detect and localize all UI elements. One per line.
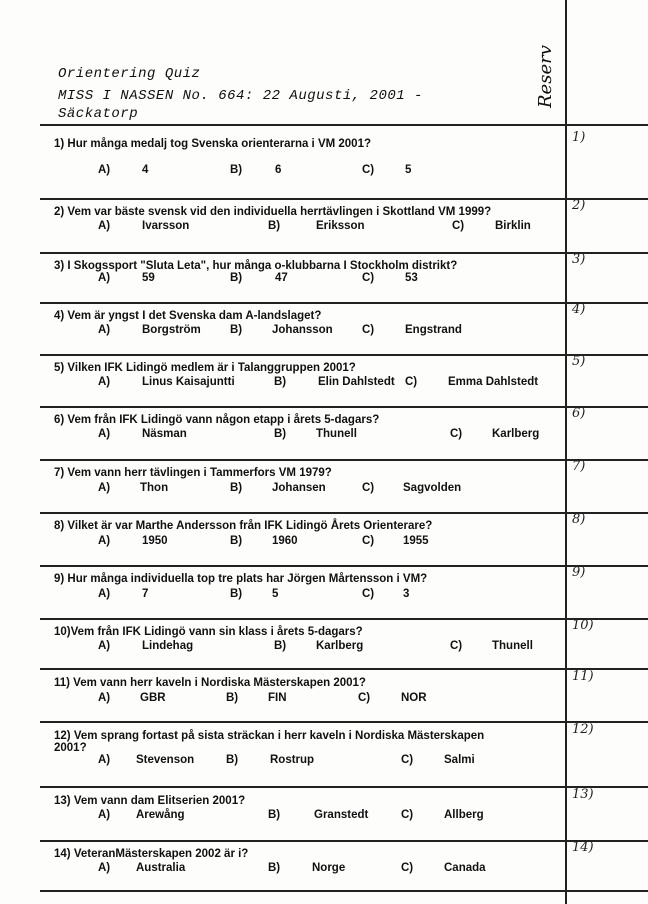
- handwritten-answer-number: 13): [572, 787, 594, 802]
- question-separator-line: [40, 786, 648, 788]
- handwritten-answer-number: 7): [572, 459, 586, 474]
- option-b-value: Karlberg: [316, 640, 364, 652]
- option-c-value: NOR: [401, 692, 427, 704]
- option-a-value: Australia: [136, 862, 186, 874]
- question-text: 13) Vem vann dam Elitserien 2001?: [54, 795, 246, 807]
- question-text: 14) VeteranMästerskapen 2002 är i?: [54, 848, 249, 860]
- option-b-value: Granstedt: [314, 809, 369, 821]
- handwritten-answer-number: 10): [572, 618, 594, 633]
- handwritten-answer-number: 3): [572, 252, 586, 267]
- option-a-letter: A): [98, 588, 111, 600]
- option-a-value: 4: [142, 164, 149, 176]
- option-c-value: Engstrand: [405, 324, 462, 336]
- handwritten-answer-number: 11): [572, 669, 594, 684]
- option-a-letter: A): [98, 220, 111, 232]
- option-c-value: Karlberg: [492, 428, 540, 440]
- question-separator-line: [40, 198, 648, 200]
- question-separator-line: [40, 890, 648, 892]
- option-c-value: Canada: [444, 862, 486, 874]
- option-c-letter: C): [401, 862, 414, 874]
- option-c-letter: C): [362, 482, 375, 494]
- option-a-letter: A): [98, 640, 111, 652]
- option-b-letter: B): [268, 809, 281, 821]
- question-text: 1) Hur många medalj tog Svenska orienterarna i VM 2001?: [54, 138, 371, 150]
- option-a-value: Stevenson: [136, 754, 195, 766]
- option-a-value: Arewång: [136, 809, 185, 821]
- option-c-value: 5: [405, 164, 412, 176]
- handwritten-answer-number: 14): [572, 840, 594, 855]
- question-separator-line: [40, 565, 648, 567]
- option-c-letter: C): [362, 164, 375, 176]
- quiz-subtitle: MISS I NASSEN No. 664: 22 Augusti, 2001 -: [58, 88, 423, 104]
- option-a-value: Thon: [140, 482, 169, 494]
- option-b-letter: B): [230, 272, 243, 284]
- question-separator-line: [40, 302, 648, 304]
- option-b-value: Eriksson: [316, 220, 365, 232]
- option-c-value: Salmi: [444, 754, 475, 766]
- option-c-letter: C): [450, 428, 463, 440]
- option-c-value: 53: [405, 272, 418, 284]
- option-b-value: 47: [275, 272, 288, 284]
- option-b-value: Rostrup: [270, 754, 315, 766]
- option-b-value: Elin Dahlstedt: [318, 376, 395, 388]
- option-b-value: Johansen: [272, 482, 326, 494]
- question-text: 6) Vem från IFK Lidingö vann någon etapp i årets 5-dagars?: [54, 414, 380, 426]
- option-a-letter: A): [98, 862, 111, 874]
- handwritten-answer-number: 9): [572, 565, 586, 580]
- question-text: 10)Vem från IFK Lidingö vann sin klass i årets 5-dagars?: [54, 626, 363, 638]
- option-a-value: GBR: [140, 692, 166, 704]
- option-b-letter: B): [274, 428, 287, 440]
- option-b-value: Norge: [312, 862, 346, 874]
- option-a-value: Ivarsson: [142, 220, 190, 232]
- handwritten-answer-number: 5): [572, 354, 586, 369]
- option-c-value: Birklin: [495, 220, 531, 232]
- handwritten-answer-number: 4): [572, 302, 586, 317]
- question-text: 9) Hur många individuella top tre plats har Jörgen Mårtensson i VM?: [54, 573, 428, 585]
- option-c-letter: C): [401, 754, 414, 766]
- question-text: 5) Vilken IFK Lidingö medlem är i Talanggruppen 2001?: [54, 362, 356, 374]
- option-a-value: 1950: [142, 535, 168, 547]
- answer-column-divider: [565, 0, 567, 904]
- option-a-letter: A): [98, 692, 111, 704]
- question-text: 12) Vem sprang fortast på sista sträckan i herr kaveln i Nordiska Mästerskapen: [54, 730, 485, 742]
- option-c-letter: C): [362, 535, 375, 547]
- question-text: 7) Vem vann herr tävlingen i Tammerfors VM 1979?: [54, 467, 332, 479]
- reserv-column-label: Reserv: [535, 45, 556, 108]
- option-a-value: 7: [142, 588, 149, 600]
- option-a-letter: A): [98, 324, 111, 336]
- option-a-value: Lindehag: [142, 640, 194, 652]
- option-c-letter: C): [362, 324, 375, 336]
- option-c-value: Allberg: [444, 809, 484, 821]
- question-separator-line: [40, 668, 648, 670]
- question-separator-line: [40, 840, 648, 842]
- option-c-value: Sagvolden: [403, 482, 462, 494]
- option-a-letter: A): [98, 754, 111, 766]
- option-c-value: Thunell: [492, 640, 533, 652]
- option-a-letter: A): [98, 809, 111, 821]
- handwritten-answer-number: 12): [572, 722, 594, 737]
- option-a-value: 59: [142, 272, 155, 284]
- option-b-letter: B): [268, 862, 281, 874]
- question-text: 8) Vilket är var Marthe Andersson från IFK Lidingö Årets Orienterare?: [54, 520, 433, 532]
- option-b-letter: B): [230, 482, 243, 494]
- option-c-letter: C): [452, 220, 465, 232]
- option-a-letter: A): [98, 164, 111, 176]
- option-b-value: 1960: [272, 535, 298, 547]
- option-a-letter: A): [98, 482, 111, 494]
- question-text: 11) Vem vann herr kaveln i Nordiska Mästerskapen 2001?: [54, 677, 366, 689]
- question-separator-line: [40, 354, 648, 356]
- option-c-letter: C): [401, 809, 414, 821]
- question-text: 3) I Skogssport "Sluta Leta", hur många o-klubbarna I Stockholm distrikt?: [54, 260, 458, 272]
- question-separator-line: [40, 618, 648, 620]
- option-a-letter: A): [98, 428, 111, 440]
- option-a-value: Linus Kaisajuntti: [142, 376, 235, 388]
- handwritten-answer-number: 8): [572, 512, 586, 527]
- option-b-letter: B): [268, 220, 281, 232]
- option-b-letter: B): [274, 640, 287, 652]
- option-c-letter: C): [405, 376, 418, 388]
- option-b-letter: B): [226, 754, 239, 766]
- header-separator-line: [40, 124, 648, 126]
- question-text-continued: 2001?: [54, 742, 87, 754]
- option-b-letter: B): [226, 692, 239, 704]
- option-b-letter: B): [230, 535, 243, 547]
- option-a-value: Näsman: [142, 428, 187, 440]
- option-c-value: 3: [403, 588, 410, 600]
- option-b-letter: B): [230, 588, 243, 600]
- option-a-letter: A): [98, 376, 111, 388]
- option-b-value: 5: [272, 588, 279, 600]
- question-separator-line: [40, 721, 648, 723]
- option-b-value: Johansson: [272, 324, 333, 336]
- quiz-title: Orientering Quiz: [58, 66, 201, 82]
- option-c-letter: C): [358, 692, 371, 704]
- question-text: 2) Vem var bäste svensk vid den individuella herrtävlingen i Skottland VM 1999?: [54, 206, 492, 218]
- option-b-value: 6: [275, 164, 282, 176]
- question-text: 4) Vem är yngst I det Svenska dam A-landslaget?: [54, 310, 322, 322]
- option-b-letter: B): [230, 324, 243, 336]
- question-separator-line: [40, 406, 648, 408]
- option-b-letter: B): [230, 164, 243, 176]
- option-c-letter: C): [450, 640, 463, 652]
- handwritten-answer-number: 2): [572, 198, 586, 213]
- quiz-location: Säckatorp: [58, 106, 139, 122]
- question-separator-line: [40, 252, 648, 254]
- option-c-letter: C): [362, 588, 375, 600]
- option-c-value: 1955: [403, 535, 429, 547]
- question-separator-line: [40, 459, 648, 461]
- option-b-letter: B): [274, 376, 287, 388]
- option-b-value: FIN: [268, 692, 287, 704]
- option-c-letter: C): [362, 272, 375, 284]
- handwritten-answer-number: 1): [572, 130, 586, 145]
- option-a-value: Borgström: [142, 324, 201, 336]
- option-c-value: Emma Dahlstedt: [448, 376, 539, 388]
- question-separator-line: [40, 512, 648, 514]
- handwritten-answer-number: 6): [572, 406, 586, 421]
- option-a-letter: A): [98, 535, 111, 547]
- option-a-letter: A): [98, 272, 111, 284]
- option-b-value: Thunell: [316, 428, 357, 440]
